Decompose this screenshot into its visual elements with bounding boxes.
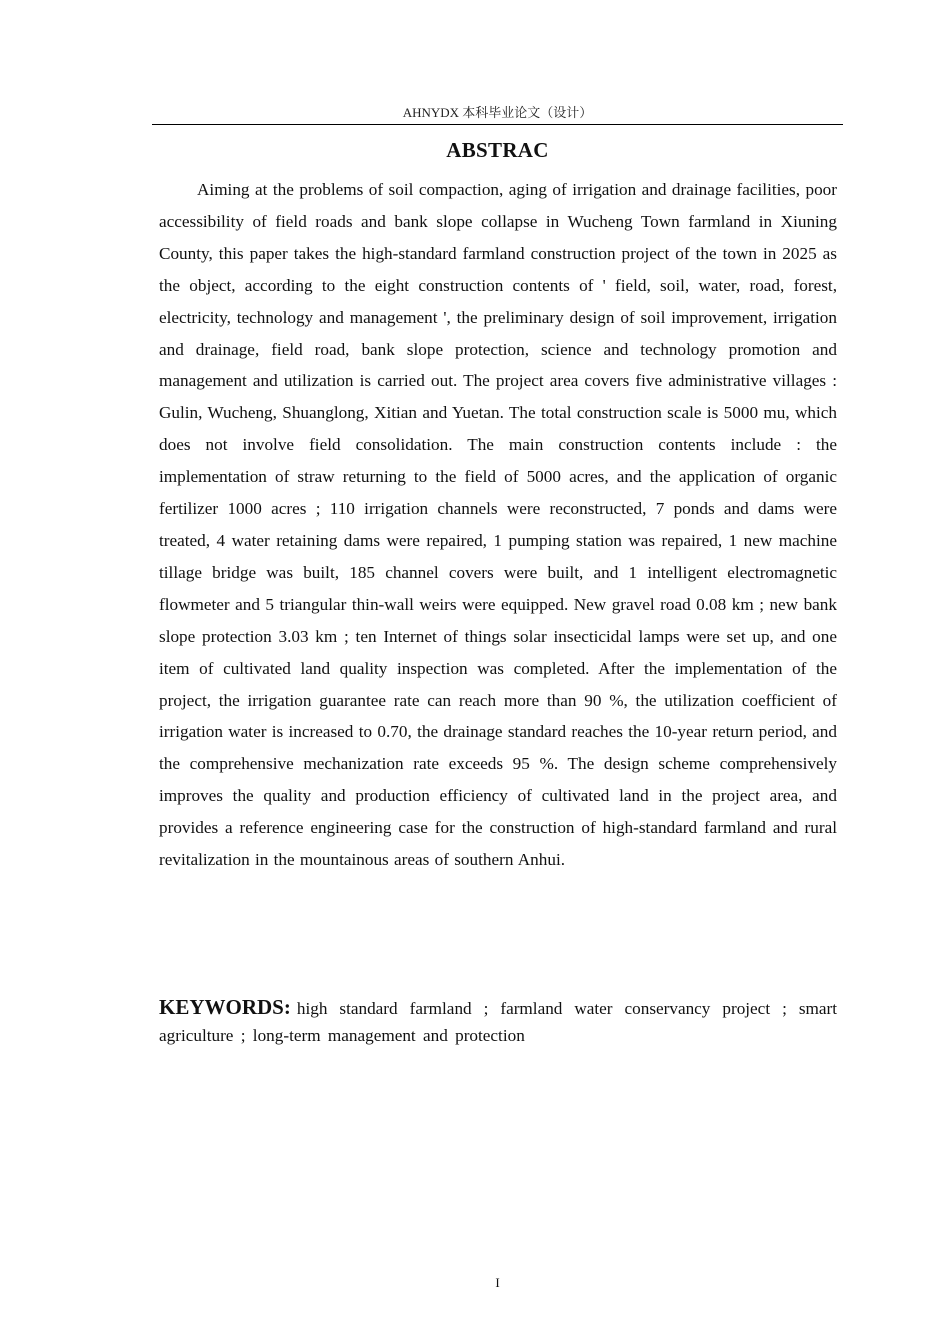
header-rule	[152, 124, 843, 125]
running-header: AHNYDX 本科毕业论文（设计）	[402, 105, 593, 120]
keywords-section	[159, 994, 837, 1049]
page-number: I	[495, 1275, 500, 1290]
abstract-body: Aiming at the problems of soil compaction, aging of irrigation and drainage facilities, poor accessibility of field roads and bank slope collapse in Wucheng Town farmland in Xiuning County, this paper takes the high-standard farmland construction project of the town in 2025 as the object, according to the eight construction contents of ' field, soil, water, road, forest, electricity, technology and management ', the preliminary design of soil improvement, irrigation and drainage, field road, bank slope protection, science and technology promotion and management and utilization is carried out. The project area covers five administrative villages : Gulin, Wucheng, Shuanglong, Xitian and Yuetan. The total construction scale is 5000 mu, which does not involve field consolidation. The main construction contents include : the implementation of straw returning to the field of 5000 acres, and the application of organic fertilizer 1000 acres ; 110 irrigation channels were reconstructed, 7 ponds and dams were treated, 4 water retaining dams were repaired, 1 pumping station was repaired, 1 new machine tillage bridge was built, 185 channel covers were built, and 1 intelligent electromagnetic flowmeter and 5 triangular thin-wall weirs were equipped. New gravel road 0.08 km ; new bank slope protection 3.03 km ; ten Internet of things solar insecticidal lamps were set up, and one item of cultivated land quality inspection was completed. After the implementation of the project, the irrigation guarantee rate can reach more than 90 %, the utilization coefficient of irrigation water is increased to 0.70, the drainage standard reaches the 10-year return period, and the comprehensive mechanization rate exceeds 95 %. The design scheme comprehensively improves the quality and production efficiency of cultivated land in the project area, and provides a reference engineering case for the construction of high-standard farmland and rural revitalization in the mountainous areas of southern Anhui.	[159, 180, 837, 870]
abstract-title: ABSTRAC	[446, 138, 549, 162]
keywords-label: KEYWORDS:	[159, 995, 291, 1019]
keywords-text: high standard farmland ; farmland water conservancy project ; smart agriculture ; long-term management and protection	[159, 999, 837, 1045]
